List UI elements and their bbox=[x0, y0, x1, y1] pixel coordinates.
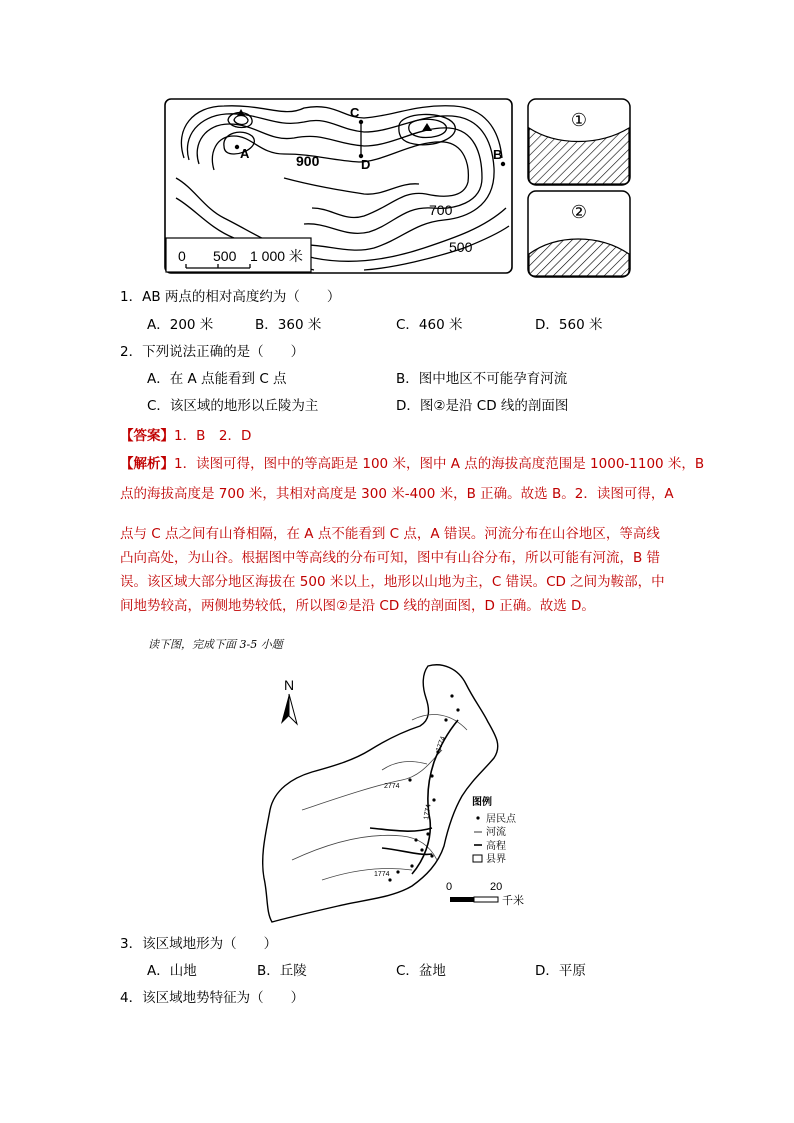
scale2-unit: 千米 bbox=[502, 895, 524, 907]
scale-mid: 500 bbox=[213, 248, 237, 264]
analysis bbox=[120, 454, 705, 514]
q1-option-a: A．200 米 bbox=[147, 317, 214, 333]
answer bbox=[120, 424, 251, 444]
q4-stem: 4．该区域地势特征为（ ） bbox=[120, 990, 305, 1006]
analysis-line-5: 误。该区域大部分地区海拔在 500 米以上，地形以山地为主，C 错误。CD 之间为鞍部，中 bbox=[120, 574, 665, 590]
label-c: C bbox=[350, 105, 360, 120]
q2-option-a: A．在 A 点能看到 C 点 bbox=[147, 371, 287, 387]
panel-2-label: ② bbox=[570, 202, 588, 222]
contour-map bbox=[164, 98, 514, 275]
north-arrow-icon bbox=[281, 694, 289, 724]
label-a: A bbox=[240, 146, 250, 161]
q2-option-b: B．图中地区不可能孕育河流 bbox=[396, 371, 568, 387]
label-b: B bbox=[493, 147, 503, 162]
analysis-line-2: 点的海拔高度是 700 米，其相对高度是 300 米-400 米，B 正确。故选 B。2．读图可得，A bbox=[120, 486, 674, 502]
scale-end: 1 000 米 bbox=[250, 248, 303, 264]
analysis-line-1: 1．读图可得，图中的等高距是 100 米，图中 A 点的海拔高度范围是 1000-1100 米，B bbox=[174, 456, 705, 472]
q1-option-d: D．560 米 bbox=[535, 317, 603, 333]
q1-option-c: C．460 米 bbox=[396, 317, 463, 333]
q3-option-b: B．丘陵 bbox=[257, 963, 307, 979]
q2-option-d: D．图②是沿 CD 线的剖面图 bbox=[396, 398, 569, 414]
profile-panels bbox=[527, 98, 632, 278]
elev-label-1: 1774 bbox=[435, 735, 448, 753]
q3-stem: 3．该区域地形为（ ） bbox=[120, 936, 278, 952]
q3-option-c: C．盆地 bbox=[396, 963, 446, 979]
analysis-label: 【解析】 bbox=[120, 456, 174, 472]
legend-settlement: 居民点 bbox=[486, 814, 516, 825]
elev-label-4: 1774 bbox=[423, 803, 433, 821]
elev-label-2: 2774 bbox=[384, 783, 400, 790]
q1-option-b: B．360 米 bbox=[255, 317, 322, 333]
answer-label: 【答案】 bbox=[120, 428, 174, 444]
q1-stem: 1．AB 两点的相对高度约为（ ） bbox=[120, 289, 341, 305]
legend-title: 图例 bbox=[472, 797, 492, 808]
analysis-line-6: 间地势较高，两侧地势较低，所以图②是沿 CD 线的剖面图，D 正确。故选 D。 bbox=[120, 598, 595, 614]
q3-option-a: A．山地 bbox=[147, 963, 197, 979]
legend-elevation: 高程 bbox=[486, 841, 506, 852]
q3-option-d: D．平原 bbox=[535, 963, 586, 979]
north-label: N bbox=[284, 677, 295, 693]
scale2-zero: 0 bbox=[446, 881, 453, 893]
legend-river: 河流 bbox=[486, 827, 506, 838]
analysis-cont bbox=[120, 524, 680, 620]
answer-text: 1．B 2．D bbox=[174, 428, 252, 444]
contour-900: 900 bbox=[296, 153, 320, 169]
contour-700: 700 bbox=[429, 202, 453, 218]
elev-label-3: 1774 bbox=[374, 871, 390, 878]
contour-500: 500 bbox=[449, 239, 473, 255]
analysis-line-4: 凸向高处，为山谷。根据图中等高线的分布可知，图中有山谷分布，所以可能有河流，B 错 bbox=[120, 550, 661, 566]
scale2-twenty: 20 bbox=[490, 881, 503, 893]
label-d: D bbox=[361, 157, 371, 172]
q2-option-c: C．该区域的地形以丘陵为主 bbox=[147, 398, 319, 414]
panel-1-label: ① bbox=[570, 110, 588, 130]
figure-intro: 读下图，完成下面 3-5 小题 bbox=[148, 638, 283, 651]
region-map bbox=[262, 660, 552, 926]
legend-county: 县界 bbox=[486, 854, 506, 865]
scale-zero: 0 bbox=[178, 248, 186, 264]
settlement-icon bbox=[476, 816, 479, 819]
analysis-line-3: 点与 C 点之间有山脊相隔，在 A 点不能看到 C 点，A 错误。河流分布在山谷地区，等高线 bbox=[120, 526, 660, 542]
q2-stem: 2．下列说法正确的是（ ） bbox=[120, 344, 305, 360]
county-border-icon bbox=[473, 855, 482, 862]
